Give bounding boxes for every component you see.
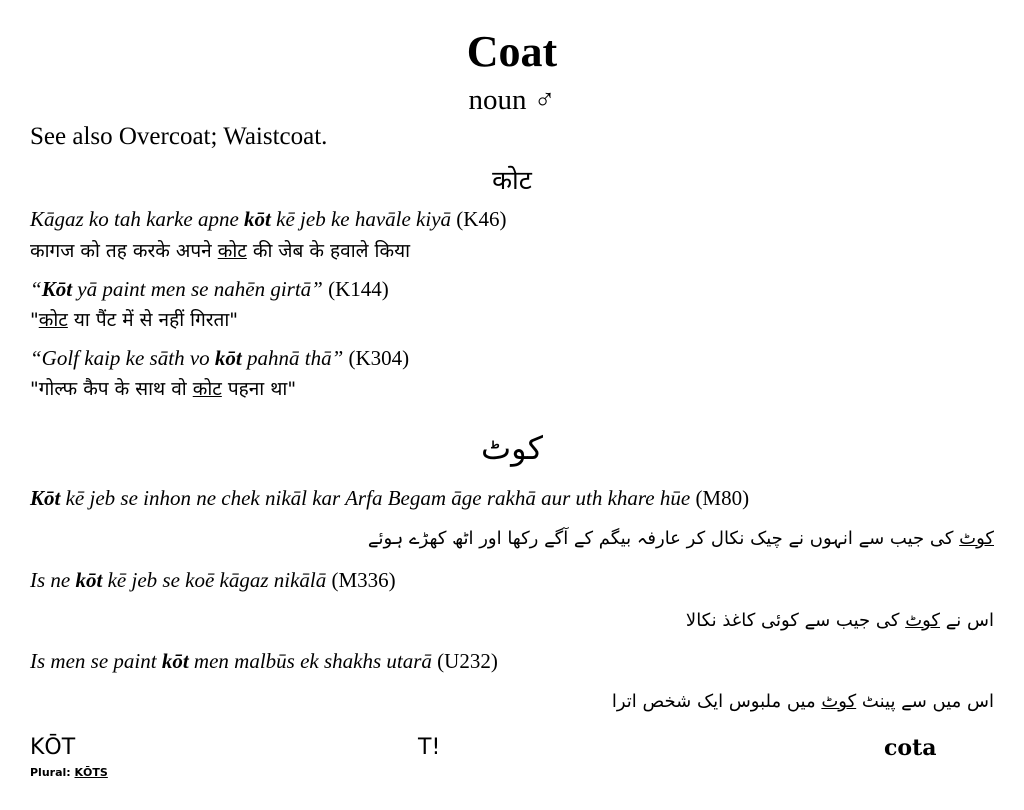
hindi-example-1-translit: Kāgaz ko tah karke apne kōt kē jeb ke havāle kiyā (K46) [30,207,507,231]
see-also: See also Overcoat; Waistcoat. [30,123,328,150]
entry-title: Coat [466,27,558,76]
pronunciation: KŌT [30,735,76,760]
urdu-example-2-translit: Is ne kōt kē jeb se koē kāgaz nikālā (M336) [30,568,396,592]
origin-word: cota [884,735,937,761]
urdu-example-3-translit: Is men se paint kōt men malbūs ek shakhs utarā (U232) [30,649,498,673]
part-of-speech: noun ♂ [468,84,556,116]
hindi-heading: कोट [492,166,532,196]
hindi-example-3-translit: “Golf kaip ke sāth vo kōt pahnā thā” (K304) [30,346,410,370]
urdu-example-1-translit: Kōt kē jeb se inhon ne chek nikāl kar Arfa Begam āge rakhā aur uth khare hūe (M80) [30,486,750,510]
urdu-heading: کوٹ [481,429,543,467]
hindi-example-2-script: "कोट या पैंट में से नहीं गिरता" [30,309,239,331]
hindi-example-1-script: कागज को तह करके अपने कोट की जेब के हवाले किया [30,240,411,262]
urdu-example-1-script: کوٹ کی جیب سے انہوں نے چیک نکال کر عارفہ بیگم کے آگے رکھا اور اٹھ کھڑے ہوئے [367,528,994,549]
urdu-example-2-script: اس نے کوٹ کی جیب سے کوئی کاغذ نکالا [685,610,994,631]
plural-form: Plural: KŌTS [30,766,108,779]
gender-mark: T! [418,735,441,760]
urdu-example-3-script: اس میں سے پینٹ کوٹ میں ملبوس ایک شخص اترا [611,691,994,712]
hindi-example-2-translit: “Kōt yā paint men se nahēn girtā” (K144) [30,277,389,301]
hindi-example-3-script: "गोल्फ कैप के साथ वो कोट पहना था" [30,378,297,400]
